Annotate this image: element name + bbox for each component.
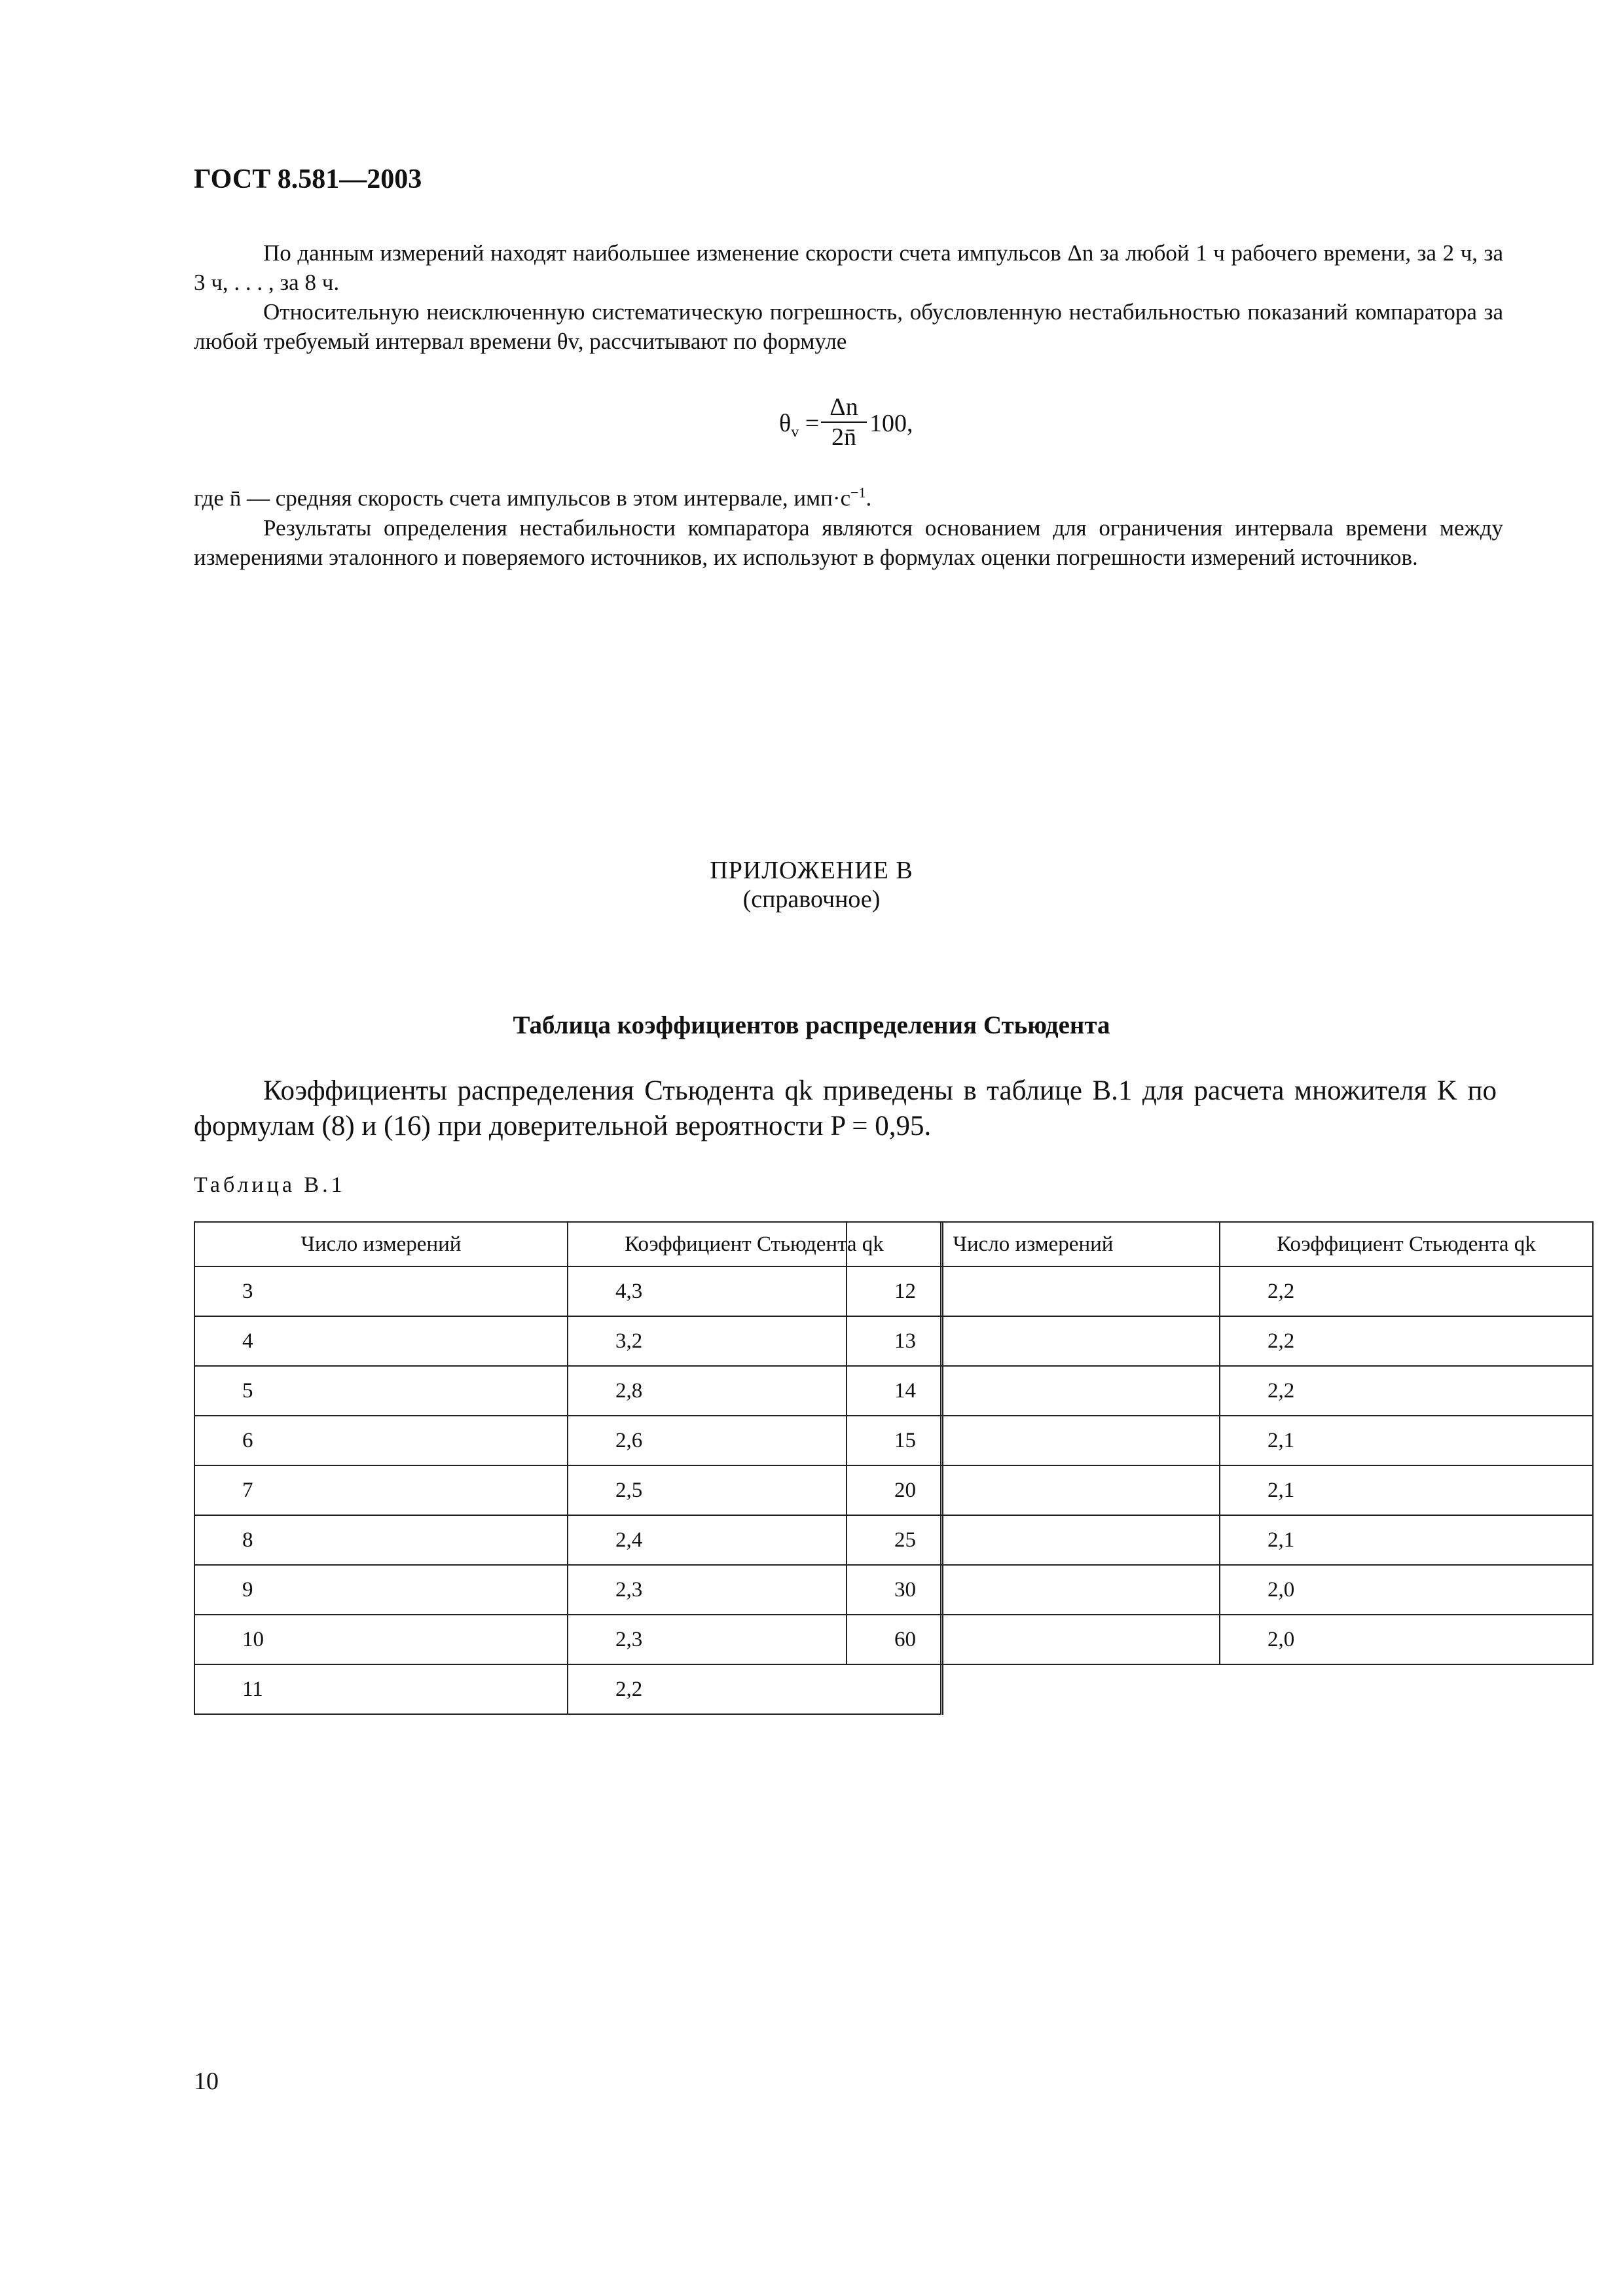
intro-paragraph-1: По данным измерений находят наибольшее изменение скорости счета импульсов Δn за любой 1 ч рабочего времени, за 2 ч, за 3 ч, . . . , за 8 ч. (194, 240, 1503, 295)
instability-formula (779, 393, 976, 465)
cell-count: 7 (194, 1465, 568, 1515)
intro-paragraph-3: Результаты определения нестабильности компаратора являются основанием для ограничения интервала времени между измерениями эталонного и поверяемого источников, их используют в формулах оценки погрешности измерений источников. (194, 515, 1503, 570)
table-row (847, 1366, 1593, 1416)
cell-count: 4 (194, 1316, 568, 1366)
table-row (194, 1664, 942, 1714)
page-number: 10 (194, 2068, 219, 2095)
cell-coefficient: 3,2 (568, 1316, 942, 1366)
table-row (194, 1416, 942, 1465)
cell-coefficient: 2,4 (568, 1515, 942, 1565)
cell-coefficient: 2,2 (1220, 1366, 1593, 1416)
formula-explanation-end: . (866, 485, 872, 511)
cell-count: 14 (847, 1366, 1220, 1416)
cell-count: 15 (847, 1416, 1220, 1465)
cell-coefficient: 2,1 (1220, 1416, 1593, 1465)
cell-count: 5 (194, 1366, 568, 1416)
table-row (847, 1465, 1593, 1515)
cell-count: 30 (847, 1565, 1220, 1615)
student-table-right (846, 1221, 1594, 1665)
student-table-left (194, 1221, 943, 1715)
table-row (847, 1266, 1593, 1316)
appendix-subtitle: (справочное) (742, 886, 881, 913)
cell-count: 8 (194, 1515, 568, 1565)
formula-equals: = (799, 410, 820, 437)
table-header-row (847, 1222, 1593, 1266)
cell-coefficient: 2,3 (568, 1565, 942, 1615)
formula-fraction (818, 393, 869, 452)
cell-count: 12 (847, 1266, 1220, 1316)
cell-coefficient: 2,3 (568, 1615, 942, 1664)
formula-rhs: 100, (869, 410, 913, 437)
table-row (194, 1366, 942, 1416)
table-row (847, 1515, 1593, 1565)
document-code: ГОСТ 8.581—2003 (194, 164, 422, 194)
cell-coefficient: 2,0 (1220, 1565, 1593, 1615)
cell-coefficient: 2,1 (1220, 1465, 1593, 1515)
formula-denominator: 2n̄ (831, 423, 856, 451)
cell-coefficient: 2,5 (568, 1465, 942, 1515)
cell-coefficient: 2,2 (568, 1664, 942, 1714)
table-row (847, 1615, 1593, 1664)
formula-theta: θ (779, 410, 792, 437)
formula-theta-sub: v (791, 423, 799, 441)
header-measurements: Число измерений (847, 1222, 1220, 1266)
table-row (194, 1266, 942, 1316)
table-row (847, 1416, 1593, 1465)
cell-count: 60 (847, 1615, 1220, 1664)
cell-count: 11 (194, 1664, 568, 1714)
formula-explanation-text: где n̄ — средняя скорость счета импульсов в этом интервале, имп·с (194, 485, 851, 511)
cell-count: 25 (847, 1515, 1220, 1565)
formula-explanation (194, 484, 1503, 512)
cell-coefficient: 4,3 (568, 1266, 942, 1316)
cell-coefficient: 2,8 (568, 1366, 942, 1416)
cell-coefficient: 2,2 (1220, 1316, 1593, 1366)
table-caption: Таблица В.1 (194, 1173, 346, 1197)
cell-coefficient: 2,6 (568, 1416, 942, 1465)
table-row (194, 1615, 942, 1664)
cell-count: 13 (847, 1316, 1220, 1366)
header-measurements: Число измерений (194, 1222, 568, 1266)
cell-count: 6 (194, 1416, 568, 1465)
table-row (194, 1565, 942, 1615)
appendix-title: ПРИЛОЖЕНИЕ В (710, 857, 913, 884)
intro-paragraph-2: Относительную неисключенную систематическую погрешность, обусловленную нестабильностью показаний компаратора за любой требуемый интервал времени θv, рассчитывают по формуле (194, 299, 1503, 354)
header-coefficient: Коэффициент Стьюдента qk (568, 1222, 942, 1266)
table-row (194, 1316, 942, 1366)
table-row (194, 1465, 942, 1515)
appendix-paragraph: Коэффициенты распределения Стьюдента qk приведены в таблице В.1 для расчета множителя K по формулам (8) и (16) при доверительной вероятности P = 0,95. (194, 1075, 1497, 1141)
formula-numerator: Δn (830, 393, 858, 421)
formula-lhs (779, 409, 819, 442)
appendix-heading: Таблица коэффициентов распределения Стьюдента (513, 1011, 1110, 1039)
table-header-row (194, 1222, 942, 1266)
cell-coefficient: 2,1 (1220, 1515, 1593, 1565)
cell-count: 20 (847, 1465, 1220, 1515)
table-row (847, 1316, 1593, 1366)
cell-coefficient: 2,2 (1220, 1266, 1593, 1316)
cell-count: 10 (194, 1615, 568, 1664)
cell-count: 3 (194, 1266, 568, 1316)
cell-count: 9 (194, 1565, 568, 1615)
table-row (194, 1515, 942, 1565)
header-coefficient: Коэффициент Стьюдента qk (1220, 1222, 1593, 1266)
cell-coefficient: 2,0 (1220, 1615, 1593, 1664)
table-row (847, 1565, 1593, 1615)
formula-explanation-exponent: −1 (850, 484, 866, 501)
